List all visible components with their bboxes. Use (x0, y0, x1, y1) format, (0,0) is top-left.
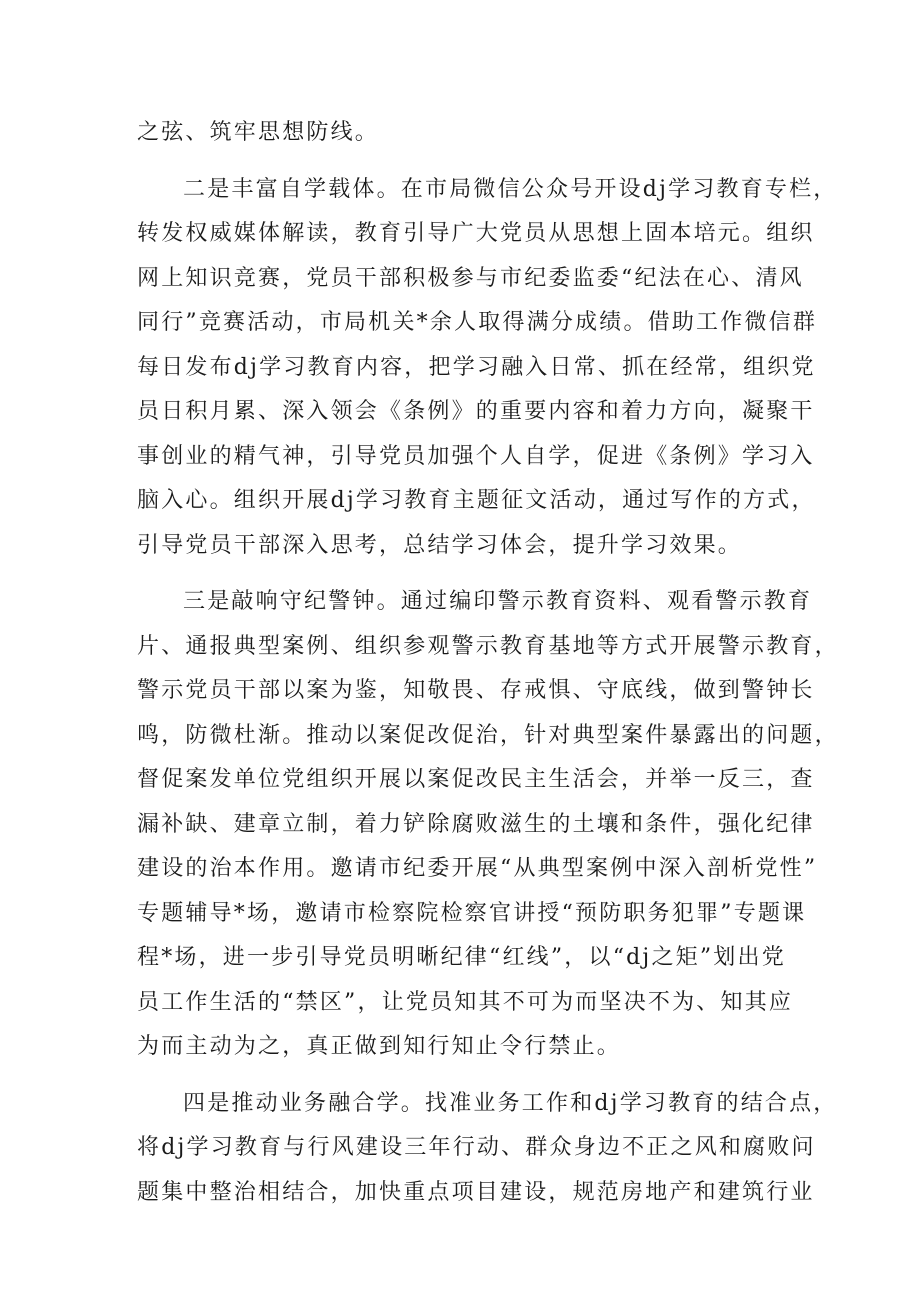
text-line: 之弦、筑牢思想防线。 (137, 120, 380, 145)
text-line: 专题辅导*场，邀请市检察院检察官讲授“预防职务犯罪”专题课 (137, 900, 807, 926)
paragraph (137, 580, 839, 1070)
text-line: 程*场，进一步引导党员明晰纪律“红线”，以“dj之矩”划出党 (137, 945, 786, 970)
text-line: 警示党员干部以案为鉴，知敬畏、存戒惧、守底线，做到警钟长 (137, 678, 815, 703)
text-line: 三是敲响守纪警钟。通过编印警示教育资料、观看警示教育 (183, 589, 813, 614)
text-line: 每日发布dj学习教育内容，把学习融入日常、抓在经常，组织党 (137, 354, 816, 380)
text-line: 转发权威媒体解读，教育引导广大党员从思想上固本培元。组织 (137, 221, 815, 246)
text-line: 同行”竞赛活动，市局机关*余人取得满分成绩。借助工作微信群 (137, 310, 818, 335)
text-line: 员工作生活的“禁区”，让党员知其不可为而坚决不为、知其应 (137, 989, 794, 1015)
text-line: 漏补缺、建章立制，着力铲除腐败滋生的土壤和条件，强化纪律 (137, 811, 815, 837)
paragraph (137, 1082, 838, 1216)
text-line: 题集中整治相结合，加快重点项目建设，规范房地产和建筑行业 (137, 1179, 815, 1205)
text-line: 鸣，防微杜渐。推动以案促改促治，针对典型案件暴露出的问题， (137, 722, 839, 748)
paragraph (137, 168, 838, 569)
document-body (137, 111, 839, 1215)
text-line: 将dj学习教育与行风建设三年行动、群众身边不正之风和腐败问 (137, 1135, 816, 1160)
text-line: 片、通报典型案例、组织参观警示教育基地等方式开展警示教育， (137, 633, 839, 659)
text-line: 二是丰富自学载体。在市局微信公众号开设dj学习教育专栏， (183, 176, 838, 202)
paragraph (137, 111, 797, 156)
text-line: 为而主动为之，真正做到知行知止令行禁止。 (137, 1034, 622, 1059)
text-line: 引导党员干部深入思考，总结学习体会，提升学习效果。 (137, 532, 743, 558)
text-line: 四是推动业务融合学。找准业务工作和dj学习教育的结合点， (183, 1090, 838, 1116)
text-line: 督促案发单位党组织开展以案促改民主生活会，并举一反三，查 (137, 767, 815, 792)
text-line: 员日积月累、深入领会《条例》的重要内容和着力方向，凝聚干 (137, 399, 815, 424)
text-line: 事创业的精气神，引导党员加强个人自学，促进《条例》学习入 (137, 443, 815, 469)
text-line: 建设的治本作用。邀请市纪委开展“从典型案例中深入剖析党性” (137, 856, 818, 881)
text-line: 网上知识竞赛，党员干部积极参与市纪委监委“纪法在心、清风 (137, 265, 804, 291)
text-line: 脑入心。组织开展dj学习教育主题征文活动，通过写作的方式， (137, 488, 816, 513)
